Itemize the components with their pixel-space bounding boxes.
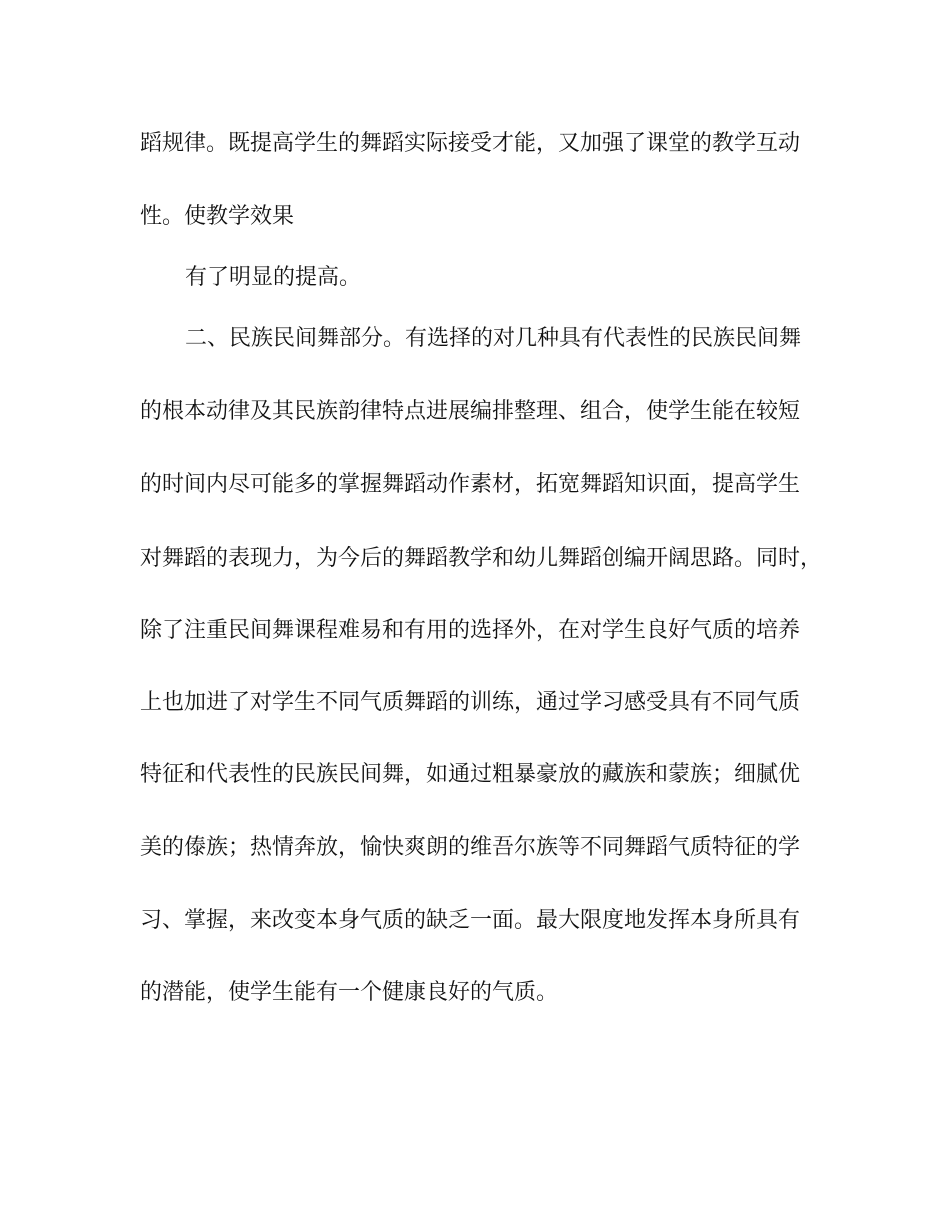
text-line-2: 性。使教学效果 bbox=[140, 204, 295, 229]
text-line-11: 美的傣族；热情奔放，愉快爽朗的维吾尔族等不同舞蹈气质特征的学 bbox=[140, 835, 801, 860]
text-line-12: 习、掌握，来改变本身气质的缺乏一面。最大限度地发挥本身所具有 bbox=[140, 908, 801, 933]
text-line-7: 对舞蹈的表现力，为今后的舞蹈教学和幼儿舞蹈创编开阔思路。同时， bbox=[140, 546, 823, 571]
text-line-10: 特征和代表性的民族民间舞，如通过粗暴豪放的藏族和蒙族；细腻优 bbox=[140, 762, 801, 787]
text-line-4: 二、民族民间舞部分。有选择的对几种具有代表性的民族民间舞 bbox=[185, 326, 802, 351]
text-line-9: 上也加进了对学生不同气质舞蹈的训练，通过学习感受具有不同气质 bbox=[140, 690, 801, 715]
text-line-3: 有了明显的提高。 bbox=[185, 265, 362, 290]
text-line-6: 的时间内尽可能多的掌握舞蹈动作素材，拓宽舞蹈知识面，提高学生 bbox=[140, 472, 801, 497]
text-line-13: 的潜能，使学生能有一个健康良好的气质。 bbox=[140, 980, 559, 1005]
text-line-5: 的根本动律及其民族韵律特点进展编排整理、组合，使学生能在较短 bbox=[140, 399, 801, 424]
text-line-8: 除了注重民间舞课程难易和有用的选择外，在对学生良好气质的培养 bbox=[140, 618, 801, 643]
text-line-1: 蹈规律。既提高学生的舞蹈实际接受才能，又加强了课堂的教学互动 bbox=[140, 131, 801, 156]
